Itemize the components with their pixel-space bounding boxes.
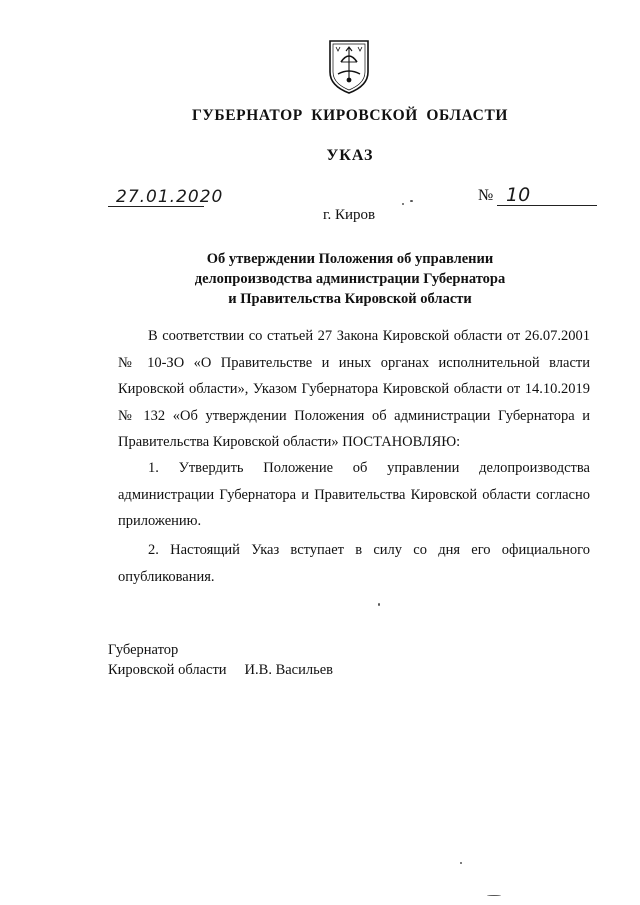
- title-line-1: Об утверждении Положения об управлении: [206, 251, 494, 267]
- document-date: 27.01.2020: [116, 187, 224, 207]
- scan-speck: [410, 200, 413, 202]
- number-underline: [497, 205, 597, 206]
- signatory-name: И.В. Васильев: [244, 662, 333, 678]
- scan-speck: [402, 203, 404, 205]
- number-label: №: [478, 187, 494, 204]
- issue-city: г. Киров: [323, 207, 376, 223]
- document-number: 10: [506, 184, 531, 206]
- issuing-authority: ГУБЕРНАТОР КИРОВСКОЙ ОБЛАСТИ: [191, 107, 509, 124]
- resolution-item-2: 2. Настоящий Указ вступает в силу со дня его официального опубликования.: [118, 542, 590, 585]
- signatory-position: Губернатор: [108, 642, 179, 658]
- kirov-oblast-coat-of-arms-icon: [327, 38, 371, 94]
- date-underline: [108, 206, 204, 207]
- scan-speck: [378, 603, 380, 606]
- preamble-paragraph: В соответствии со статьей 27 Закона Кировской области от 26.07.2001 № 10-ЗО «О Правительстве и иных органах исполнительной власти Кировской области», Указом Губернатора Кировской области от 14.10.2019 № 132 «Об утверждении Положения об администрации Губернатора и Правительства Кировской области» ПОСТАНОВЛЯЮ:: [118, 328, 590, 450]
- scan-speck: [487, 895, 501, 896]
- signatory-region: Кировской области: [108, 662, 227, 678]
- title-line-2: делопроизводства администрации Губернатора: [194, 271, 506, 287]
- title-line-3: и Правительства Кировской области: [228, 291, 472, 307]
- document-type: УКАЗ: [326, 147, 374, 164]
- signature-block: [108, 640, 333, 680]
- scan-speck: [460, 862, 462, 864]
- resolution-item-1: 1. Утвердить Положение об управлении делопроизводства администрации Губернатора и Правительства Кировской области согласно приложению.: [118, 460, 590, 529]
- document-title: [0, 249, 640, 309]
